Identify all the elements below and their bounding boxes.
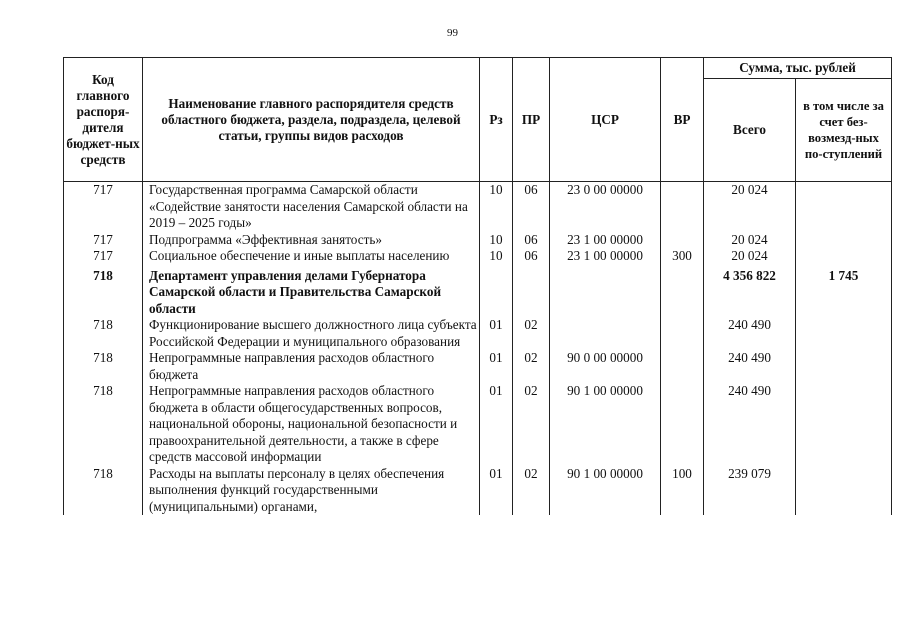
row-grants: [796, 350, 892, 383]
page-number: 99: [447, 27, 458, 39]
row-vr: [661, 268, 704, 318]
row-name: Департамент управления делами Губернатора Самарской области и Правительства Самарской области: [143, 268, 480, 318]
table-row: [64, 248, 892, 265]
table-row: [64, 268, 892, 318]
row-csr: 23 1 00 00000: [550, 232, 661, 249]
row-total: 4 356 822: [704, 268, 796, 318]
header-vr: ВР: [661, 58, 704, 182]
row-vr: [661, 232, 704, 249]
header-name: Наименование главного распорядителя средств областного бюджета, раздела, подраздела, целевой статьи, группы видов расходов: [143, 58, 480, 182]
row-rz: 01: [480, 383, 513, 466]
row-grants: [796, 383, 892, 466]
row-vr: [661, 383, 704, 466]
row-vr: 100: [661, 466, 704, 516]
row-total: 240 490: [704, 350, 796, 383]
row-name: Государственная программа Самарской области «Содействие занятости населения Самарской области на 2019 – 2025 годы»: [143, 182, 480, 232]
row-csr: 90 1 00 00000: [550, 383, 661, 466]
row-total: 240 490: [704, 317, 796, 350]
row-code: 718: [64, 350, 143, 383]
row-grants: 1 745: [796, 268, 892, 318]
row-rz: 10: [480, 232, 513, 249]
row-csr: 23 0 00 00000: [550, 182, 661, 232]
row-csr: 90 0 00 00000: [550, 350, 661, 383]
table-row: [64, 383, 892, 466]
row-rz: 10: [480, 248, 513, 265]
expenditure-table: [63, 57, 892, 515]
row-code: 718: [64, 383, 143, 466]
row-csr: [550, 317, 661, 350]
table-row: [64, 317, 892, 350]
table-row: [64, 232, 892, 249]
header-rz: Рз: [480, 58, 513, 182]
row-code: 717: [64, 248, 143, 265]
header-code: Код главного распоря-дителя бюджет-ных средств: [64, 58, 143, 182]
row-pr: [513, 268, 550, 318]
row-rz: 01: [480, 317, 513, 350]
row-code: 718: [64, 317, 143, 350]
header-grants: в том числе за счет без-возмезд-ных по-ступлений: [796, 79, 892, 182]
row-grants: [796, 182, 892, 232]
table-row: [64, 466, 892, 516]
row-rz: 01: [480, 466, 513, 516]
row-grants: [796, 248, 892, 265]
row-grants: [796, 466, 892, 516]
row-vr: [661, 317, 704, 350]
header-sum-group: Сумма, тыс. рублей: [704, 58, 892, 79]
row-rz: [480, 268, 513, 318]
row-name: Социальное обеспечение и иные выплаты населению: [143, 248, 480, 265]
header-csr: ЦСР: [550, 58, 661, 182]
row-pr: 02: [513, 350, 550, 383]
row-code: 717: [64, 182, 143, 232]
row-total: 240 490: [704, 383, 796, 466]
row-csr: [550, 268, 661, 318]
row-pr: 02: [513, 466, 550, 516]
header-pr: ПР: [513, 58, 550, 182]
row-code: 717: [64, 232, 143, 249]
row-name: Расходы на выплаты персоналу в целях обеспечения выполнения функций государственными (муниципальными) органами,: [143, 466, 480, 516]
row-pr: 02: [513, 383, 550, 466]
row-pr: 06: [513, 232, 550, 249]
table-row: [64, 350, 892, 383]
row-name: Непрограммные направления расходов областного бюджета: [143, 350, 480, 383]
row-code: 718: [64, 466, 143, 516]
row-vr: [661, 182, 704, 232]
row-code: 718: [64, 268, 143, 318]
row-total: 20 024: [704, 182, 796, 232]
row-grants: [796, 317, 892, 350]
row-pr: 06: [513, 182, 550, 232]
row-total: 20 024: [704, 232, 796, 249]
row-name: Подпрограмма «Эффективная занятость»: [143, 232, 480, 249]
row-name: Непрограммные направления расходов областного бюджета в области общегосударственных вопросов, национальной обороны, национальной безопасности и правоохранительной деятельности, а также в сфере средств массовой информации: [143, 383, 480, 466]
table-row: [64, 182, 892, 232]
row-rz: 10: [480, 182, 513, 232]
row-pr: 02: [513, 317, 550, 350]
row-grants: [796, 232, 892, 249]
row-vr: [661, 350, 704, 383]
row-rz: 01: [480, 350, 513, 383]
row-pr: 06: [513, 248, 550, 265]
row-vr: 300: [661, 248, 704, 265]
row-total: 239 079: [704, 466, 796, 516]
row-csr: 23 1 00 00000: [550, 248, 661, 265]
row-name: Функционирование высшего должностного лица субъекта Российской Федерации и муниципального образования: [143, 317, 480, 350]
row-total: 20 024: [704, 248, 796, 265]
row-csr: 90 1 00 00000: [550, 466, 661, 516]
header-total: Всего: [704, 79, 796, 182]
